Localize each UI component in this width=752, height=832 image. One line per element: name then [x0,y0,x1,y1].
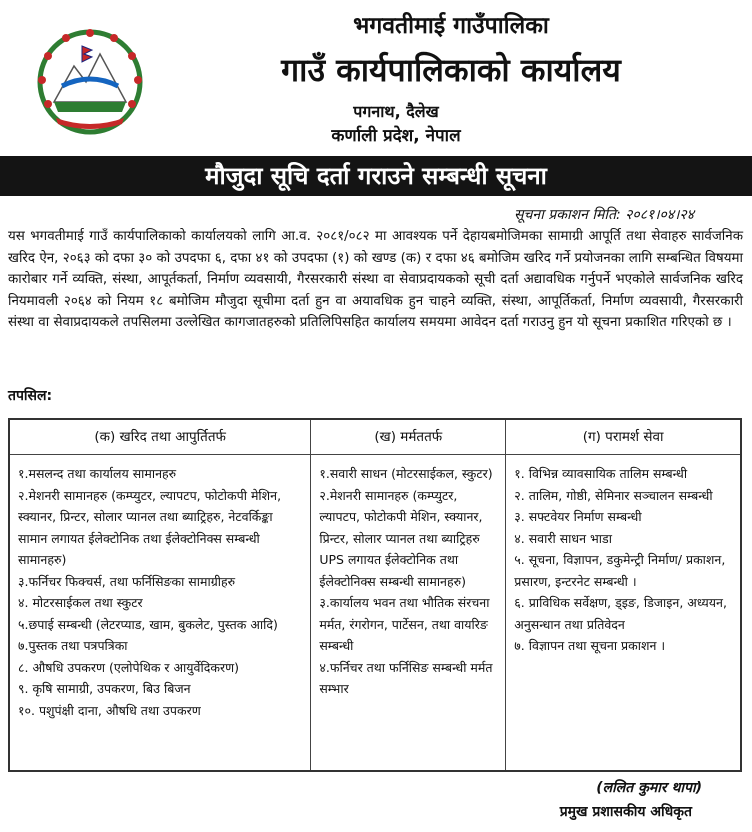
list-item: १. विभिन्न व्यावसायिक तालिम सम्बन्धी [514,466,688,481]
list-item: ७. विज्ञापन तथा सूचना प्रकाशन । [514,638,666,653]
list-item: २.मेशनरी सामानहरु (कम्प्युटर, ल्यापटप, फोटोकपी मेशिन, स्क्यानर, प्रिन्टर, सोलार प्यानल तथा ब्याट्रिहरु, नेटवर्किङ्का सामान लगायत ईलेक्टोनिक तथा ईलेक्टोनिक्स सम्बन्धी सामानहरु) [18,487,282,567]
list-item: ४.फर्निचर तथा फर्निसिङ सम्बन्धी मर्मत सम्भार [319,659,493,696]
list-item: ४. मोटरसाईकल तथा स्कुटर [18,595,143,610]
list-item: ८. औषधि उपकरण (एलोपेथिक र आयुर्वेदिकरण) [18,659,239,675]
notice-body: यस भगवतीमाई गाउँ कार्यपालिकाको कार्यालयको लागि आ.व. २०८१/०८२ मा आवश्यक पर्ने देहायबमोजिमका सामाग्री आपूर्ति तथा सेवाहरु सार्वजनिक खरिद ऐन, २०६३ को दफा ३० को उपदफा ६, दफा ४१ को उपदफा (१) को खण्ड (क) र दफा ४६ बमोजिम खरिद गर्ने प्रयोजनका लागि सम्बन्धित विषयमा कारोबार गर्ने व्यक्ति, संस्था, आपूर्तकर्ता, निर्माण व्यवसायी, गैरसरकारी संस्था वा सेवाप्रदायकको सूची दर्ता अद्यावधिक गर्नुपर्ने भएकोले सार्वजनिक खरिद नियमावली २०६४ को नियम १८ बमोजिम मौजुदा सूचीमा दर्ता हुन वा अयावधिक हुन चाहने व्यक्ति, संस्था, आपूर्तिकर्ता, निर्माण व्यवसायी, गैरसरकारी संस्था वा सेवाप्रदायकले तपसिलमा उल्लेखित कागजातहरुको प्रतिलिपिसहित कार्यालय समयमा आवेदन दर्ता गराउनु हुन यो सूचना प्रकाशित गरिएको छ । [8,229,743,330]
column-item-list [506,455,740,657]
list-item: ५.छपाई सम्बन्धी (लेटरप्याड, खाम, बुकलेट, पुस्तक आदि) [18,616,278,632]
requirements-table [8,418,742,772]
maintenance-column [311,420,506,770]
column-item-list [10,455,310,721]
list-item: २. तालिम, गोष्ठी, सेमिनार सञ्चालन सम्बन्धी [514,487,713,503]
column-item-list [311,455,505,700]
list-item: १०. पशुपंक्षी दाना, औषधि तथा उपकरण [18,702,201,718]
consulting-service-column [506,420,740,770]
column-heading: (क) खरिद तथा आपुर्तितर्फ [10,420,310,455]
office-name: गाउँ कार्यपालिकाको कार्यालय [281,51,621,89]
signer-name: (ललित कुमार थापा) [596,780,702,796]
municipality-name: भगवतीमाई गाउँपालिका [353,13,549,39]
list-item: ३. सफ्टवेयर निर्माण सम्बन्धी [514,509,642,524]
list-item: ९. कृषि सामाग्री, उपकरण, बिउ बिजन [18,681,191,696]
signer-designation: प्रमुख प्रशासकीय अधिकृत [559,804,692,820]
office-location: पगनाथ, दैलेख [353,102,439,121]
list-item: २.मेशनरी सामानहरु (कम्प्युटर, ल्यापटप, फोटोकपी मेशिन, स्क्यानर, प्रिन्टर, सोलार प्यानल तथा ब्याट्रिहरु UPS लगायत ईलेक्टोनिक तथा ईलेक्टोनिक्स सम्बन्धी सामानहरु) [319,487,483,589]
column-heading: (ख) मर्मततर्फ [311,420,505,455]
tapsil-label: तपसिल: [8,388,53,404]
notice-title-banner: मौजुदा सूचि दर्ता गराउने सम्बन्धी सूचना [0,156,752,196]
list-item: ५. सूचना, विज्ञापन, डकुमेन्ट्री निर्माण/ प्रकाशन, प्रसारण, इन्टरनेट सम्बन्धी । [514,552,726,589]
list-item: ३.कार्यालय भवन तथा भौतिक संरचना मर्मत, रंगरोगन, पार्टेसन, तथा वायरिङ सम्बन्धी [319,595,490,653]
list-item: ३.फर्निचर फिक्चर्स, तथा फर्निसिङका सामाग्रीहरु [18,573,236,589]
list-item: १.सवारी साधन (मोटरसाईकल, स्कुटर) [319,466,493,481]
list-item: ६. प्राविधिक सर्वेक्षण, ड्इङ, डिजाइन, अध्ययन, अनुसन्धान तथा प्रतिवेदन [514,595,727,632]
list-item: ७.पुस्तक तथा पत्रपत्रिका [18,638,128,653]
list-item: ४. सवारी साधन भाडा [514,530,612,546]
purchase-supply-column [10,420,311,770]
notice-publish-date: सूचना प्रकाशन मिति: २०८१।०४।२४ [514,207,694,223]
list-item: १.मसलन्द तथा कार्यालय सामानहरु [18,466,177,481]
column-heading: (ग) परामर्श सेवा [506,420,740,455]
office-province: कर्णाली प्रदेश, नेपाल [331,126,461,146]
